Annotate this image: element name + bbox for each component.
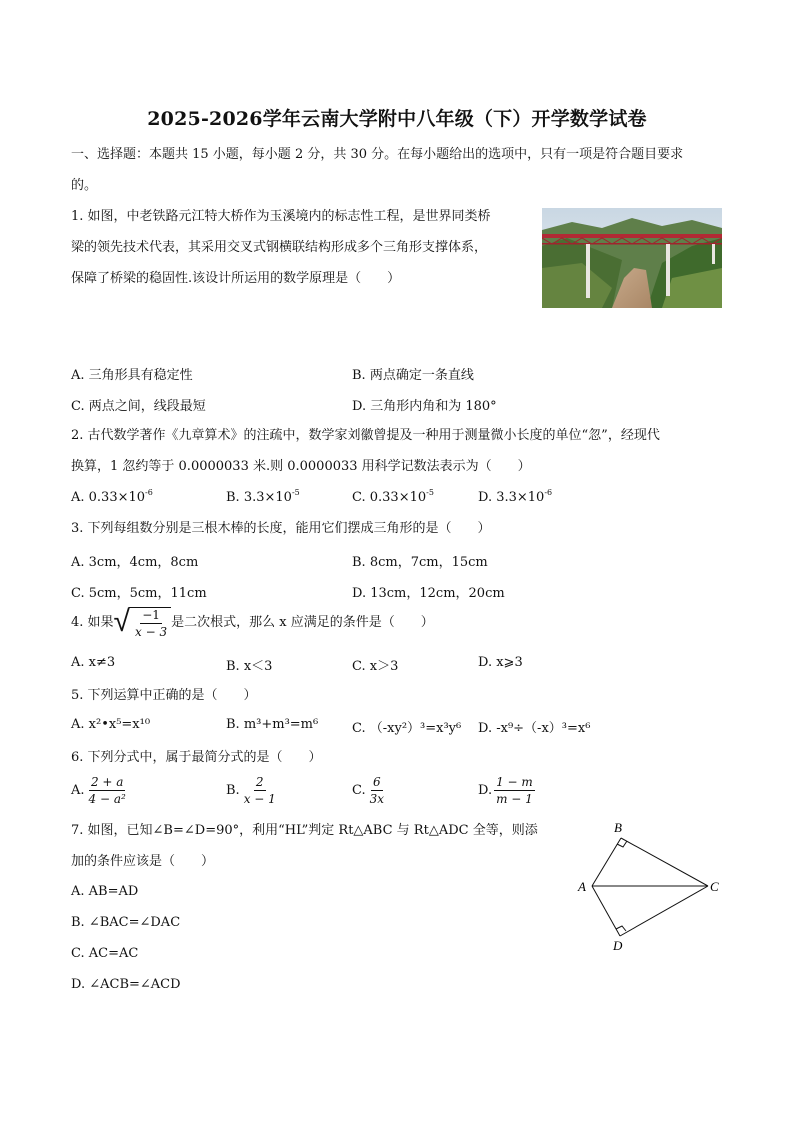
q5-stem: 5. 下列运算中正确的是（ ） (71, 688, 257, 703)
q1-line1: 1. 如图，中老铁路元江特大桥作为玉溪境内的标志性工程，是世界同类桥 (71, 209, 491, 224)
triangle-figure (570, 816, 730, 956)
q2-option-b[interactable]: B. $3.3\times 10^{-5}$ (226, 488, 300, 505)
q3-option-d[interactable]: D. 13cm，12cm，20cm (352, 586, 505, 601)
q4-numerator: −1 (142, 608, 160, 622)
q6-option-c[interactable]: C. $\frac{6}{3x}$ (352, 775, 385, 806)
label-c: C (710, 879, 719, 894)
q7-line2: 加的条件应该是（ ） (71, 854, 215, 869)
q1-option-b[interactable]: B. 两点确定一条直线 (352, 368, 474, 383)
q2-option-c[interactable]: C. $0.33\times 10^{-5}$ (352, 488, 434, 505)
q6-option-b[interactable]: B. $\frac{2}{x - 1}$ (226, 775, 276, 806)
q1-option-a[interactable]: A. 三角形具有稳定性 (71, 368, 193, 383)
q2-line1: 2. 古代数学著作《九章算术》的注疏中，数学家刘徽曾提及一种用于测量微小长度的单位“忽”，经现代 (71, 428, 660, 443)
q4-option-c[interactable]: C. x＞3 (352, 659, 399, 674)
q2-option-a[interactable]: A. $0.33\times 10^{-6}$ (71, 488, 153, 505)
q5-option-a[interactable]: A. x²•x⁵=x¹⁰ (71, 717, 151, 732)
q4-suffix: 是二次根式，那么 x 应满足的条件是（ ） (171, 615, 434, 630)
q1-option-d[interactable]: D. 三角形内角和为 180° (352, 399, 497, 414)
q7-option-b[interactable]: B. ∠BAC=∠DAC (71, 915, 181, 930)
q3-option-c[interactable]: C. 5cm，5cm，11cm (71, 586, 207, 601)
q6-option-d[interactable]: D. $\frac{1 - m}{m - 1}$ (478, 775, 533, 806)
q4-option-b[interactable]: B. x＜3 (226, 659, 273, 674)
q4-prefix: 4. 如果 (71, 615, 114, 630)
page-title: 2025-2026学年云南大学附中八年级（下）开学数学试卷 (147, 108, 647, 130)
section-header-line1: 一、选择题：本题共 15 小题，每小题 2 分，共 30 分。在每小题给出的选项中，只有一项是符合题目要求 (71, 147, 684, 162)
q3-option-b[interactable]: B. 8cm，7cm，15cm (352, 555, 488, 570)
q2-option-d[interactable]: D. $3.3\times 10^{-6}$ (478, 488, 553, 505)
label-a: A (578, 879, 586, 894)
q5-option-c[interactable]: C. （-xy²）³=x³y⁶ (352, 721, 462, 736)
q6-option-a[interactable]: A. $\frac{2 + a}{\text{4 − a²}}$ (71, 775, 126, 806)
q2-line2: 换算，1 忽约等于 0.0000033 米.则 0.0000033 用科学记数法表示为（ ） (71, 459, 531, 474)
bridge-photo (542, 208, 722, 308)
q4-denominator: x − 3 (135, 625, 168, 639)
q4-option-d[interactable]: D. x⩾3 (478, 655, 523, 670)
q1-line3: 保障了桥梁的稳固性.该设计所运用的数学原理是（ ） (71, 271, 401, 286)
q4-sqrt-expression: √ $\frac{-1}{x - 3}$ (114, 607, 172, 639)
section-header-line2: 的。 (71, 178, 98, 193)
q3-stem: 3. 下列每组数分别是三根木棒的长度，能用它们摆成三角形的是（ ） (71, 521, 491, 536)
q4-stem (71, 604, 434, 639)
q4-option-a[interactable]: A. x≠3 (71, 655, 116, 670)
label-d: D (613, 938, 623, 953)
q5-option-d[interactable]: D. -x⁹÷（-x）³=x⁶ (478, 721, 591, 736)
q7-option-d[interactable]: D. ∠ACB=∠ACD (71, 977, 181, 992)
q3-option-a[interactable]: A. 3cm，4cm，8cm (71, 555, 199, 570)
q7-line1: 7. 如图，已知∠B=∠D=90°，利用“HL”判定 Rt△ABC 与 Rt△ADC 全等，则添 (71, 823, 538, 838)
q6-stem: 6. 下列分式中，属于最简分式的是（ ） (71, 750, 322, 765)
q7-option-c[interactable]: C. AC=AC (71, 946, 139, 961)
label-b: B (614, 820, 622, 835)
q7-option-a[interactable]: A. AB=AD (71, 884, 139, 899)
q5-option-b[interactable]: B. m³+m³=m⁶ (226, 717, 319, 732)
q1-option-c[interactable]: C. 两点之间，线段最短 (71, 399, 206, 414)
q1-line2: 梁的领先技术代表，其采用交叉式钢横联结构形成多个三角形支撑体系， (71, 240, 488, 255)
